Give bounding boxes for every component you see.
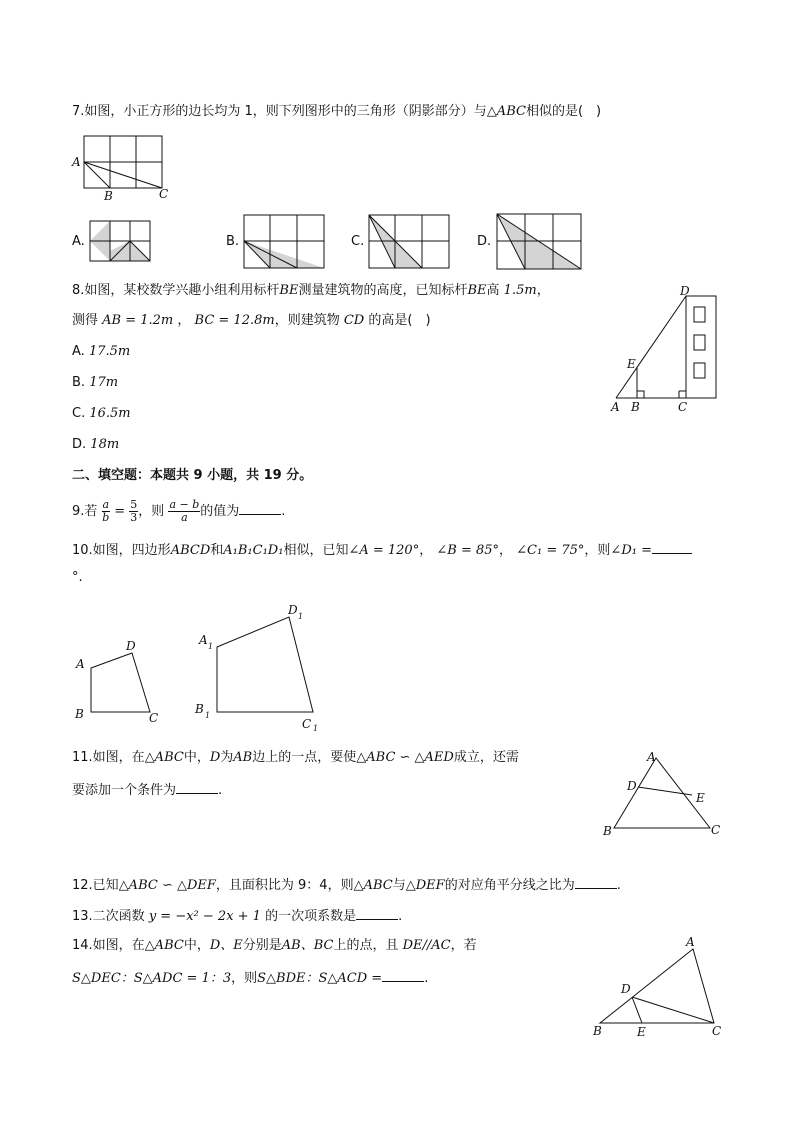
q10-angle-c1: ∠C₁ = 75° <box>516 543 585 558</box>
q8-cd: CD <box>343 313 365 328</box>
q7-stem-a: 7.如图，小正方形的边长均为 1，则下列图形中的三角形（阴影部分）与 <box>72 104 487 119</box>
q11-d: D <box>209 750 221 765</box>
q10-fig2-sub-c: 1 <box>313 724 319 733</box>
q10-stem: 10.如图，四边形ABCD和A₁B₁C₁D₁相似，已知∠A = 120°， ∠B = 85°， ∠C₁ = 75°，则∠D₁ = <box>72 541 692 559</box>
q14-label-c: C <box>712 1024 722 1038</box>
q8-option-c-letter: C. <box>72 406 86 421</box>
q7-label-c: C <box>159 187 169 201</box>
q7-stem <box>72 104 601 120</box>
q11-label-d: D <box>627 779 637 793</box>
q10-fig1-label-c: C <box>149 711 159 725</box>
q11-abc: △ABC <box>144 750 184 765</box>
q14-label-b: B <box>593 1024 602 1038</box>
q12-b: ，且面积比为 9：4，则 <box>215 878 354 893</box>
section-2-heading-c: 分。 <box>281 468 313 483</box>
q8-label-e: E <box>627 357 636 371</box>
q11-label-a: A <box>647 750 656 764</box>
q8-option-a-letter: A. <box>72 344 85 359</box>
q13-function: y = −x² − 2x + 1 <box>148 909 261 924</box>
q9-pre: 9.若 <box>72 504 98 519</box>
q12-similarity: △ABC ∽ △DEF <box>118 878 216 893</box>
q8-ab: AB = 1.2m <box>102 313 174 328</box>
q11-ab: AB <box>233 750 253 765</box>
q14-answer-blank[interactable] <box>382 969 424 982</box>
q10-fig2-label-c: C <box>302 717 312 731</box>
q10-fig2-sub-d: 1 <box>298 612 304 621</box>
q8-bc: BC = 12.8m <box>194 313 275 328</box>
q8-option-d[interactable] <box>72 437 119 453</box>
q11-line2: 要添加一个条件为 <box>72 783 177 798</box>
q7-reference-figure <box>70 130 190 203</box>
q13-answer-blank[interactable] <box>356 907 398 920</box>
q8-be: BE <box>279 283 299 298</box>
q10-angle-d1: ∠D₁ = <box>610 543 652 558</box>
q14-c: 分别是 <box>242 938 282 953</box>
q12-abc: △ABC <box>353 878 393 893</box>
q8-label-c: C <box>678 400 688 414</box>
q8-line1-a: 8.如图，某校数学兴趣小组利用标杆 <box>72 283 280 298</box>
q8-line2-c: 的高是( ) <box>368 313 431 328</box>
q11-label-b: B <box>603 824 612 838</box>
q8-line1-c: 高 <box>486 283 500 298</box>
q7-option-d-label: D. <box>477 234 492 249</box>
q11-label-e: E <box>696 791 705 805</box>
q10-angle-a: ∠A = 120° <box>348 543 420 558</box>
q8-label-b: B <box>631 400 640 414</box>
section-2-heading <box>72 468 312 484</box>
q12-d: 的对应角平分线之比为 <box>444 878 575 893</box>
q11-a: 11.如图，在 <box>72 750 145 765</box>
q10-fig2-label-b: B <box>195 702 204 716</box>
q11-triangle-figure <box>600 750 730 840</box>
q9-post: 的值为 <box>200 504 240 519</box>
q10-fig2-sub-b: 1 <box>205 711 211 720</box>
q9-fraction-a-minus-b-over-a <box>168 499 200 524</box>
q8-be2: BE <box>467 283 487 298</box>
q10-fig1-label-d: D <box>126 639 136 653</box>
q11-e: 边上的一点，要使 <box>252 750 357 765</box>
q14-triangle-figure <box>590 935 730 1045</box>
q8-label-d: D <box>680 284 690 298</box>
q8-option-b-value: 17m <box>89 375 119 390</box>
q10-degree: °. <box>72 570 83 585</box>
q11-label-c: C <box>711 823 721 837</box>
q8-option-b-letter: B. <box>72 375 86 390</box>
q11-b: 中， <box>183 750 210 765</box>
q7-option-b-figure[interactable] <box>244 215 324 268</box>
q8-option-a-value: 17.5m <box>88 344 131 359</box>
q14-de: D、E <box>209 938 243 953</box>
q14-label-e: E <box>637 1025 646 1039</box>
q11-similarity: △ABC ∽ △AED <box>356 750 454 765</box>
q9-f2-den: 3 <box>130 511 138 524</box>
q10-quadrilateral-abcd <box>72 636 172 726</box>
q12-answer-blank[interactable] <box>575 876 617 889</box>
q8-line-2: 测得 AB = 1.2m ， BC = 12.8m，则建筑物 CD 的高是( ) <box>72 313 431 328</box>
q8-line2-b: ，则建筑物 <box>274 313 340 328</box>
q8-option-a[interactable] <box>72 344 130 360</box>
q14-line-2: S△DEC：S△ADC = 1：3，则S△BDE：S△ACD = . <box>72 971 429 986</box>
q10-angle-b: ∠B = 85° <box>436 543 500 558</box>
q7-option-b-label: B. <box>226 234 240 249</box>
q12-stem: 12.已知△ABC ∽ △DEF，且面积比为 9：4，则△ABC与△DEF的对应角平分线之比为 . <box>72 878 621 893</box>
q14-b: 中， <box>183 938 210 953</box>
q8-line1-b: 测量建筑物的高度，已知标杆 <box>298 283 468 298</box>
q7-label-a: A <box>72 155 81 169</box>
q14-ask: S△BDE：S△ACD = <box>257 971 383 986</box>
q11-line-1 <box>72 750 519 766</box>
q10-c: 相似，已知 <box>283 543 349 558</box>
q9-fraction-a-over-b <box>102 499 111 524</box>
q10-a: 10.如图，四边形 <box>72 543 171 558</box>
q13-b: 的一次项系数是 <box>265 909 357 924</box>
q9-f3-den: a <box>181 511 188 524</box>
q14-ratio: S△DEC：S△ADC = 1：3 <box>72 971 232 986</box>
q8-option-b[interactable] <box>72 375 118 391</box>
section-2-count: 9 <box>193 468 203 483</box>
q14-e: ，若 <box>450 938 477 953</box>
q7-option-d-figure[interactable] <box>497 214 581 269</box>
q9-answer-blank[interactable] <box>239 502 281 515</box>
q7-option-a-label: A. <box>72 234 85 249</box>
section-2-heading-a: 二、填空题：本题共 <box>72 468 194 483</box>
q14-a: 14.如图，在 <box>72 938 145 953</box>
q10-fig1-label-b: B <box>75 707 84 721</box>
q9-mid: ，则 <box>138 504 165 519</box>
q7-label-b: B <box>104 189 113 203</box>
q9-f2-num: 5 <box>130 498 138 511</box>
q9-equals: = <box>114 504 126 519</box>
q14-label-a: A <box>686 935 695 949</box>
q9-stem: 9.若 $\frac{a}{b}$ = $\frac{5}{3}$ ，则 $\frac{a - b}{a}$ 的值为 . <box>72 498 286 524</box>
q10-fig2-label-a: A <box>199 633 208 647</box>
q10-fig2-sub-a: 1 <box>208 642 214 651</box>
q10-abcd1: A₁B₁C₁D₁ <box>223 543 284 558</box>
q10-answer-blank[interactable] <box>652 541 692 554</box>
q14-label-d: D <box>621 982 631 996</box>
q9-f3-num: a − b <box>169 498 200 511</box>
q7-stem-b: 相似的是( ) <box>525 104 602 119</box>
q14-parallel: DE//AC <box>402 938 451 953</box>
q8-line-1: 8.如图，某校数学兴趣小组利用标杆BE测量建筑物的高度，已知标杆BE高 1.5m， <box>72 283 550 298</box>
q8-building-figure <box>608 283 748 413</box>
q14-ab-bc: AB、BC <box>281 938 334 953</box>
q12-a: 12.已知 <box>72 878 119 893</box>
q11-answer-blank[interactable] <box>176 781 218 794</box>
q12-c: 与 <box>392 878 406 893</box>
q10-abcd: ABCD <box>170 543 211 558</box>
q13-a: 13.二次函数 <box>72 909 145 924</box>
q14-f: ，则 <box>231 971 258 986</box>
section-2-heading-b: 小题，共 <box>202 468 264 483</box>
q7-option-c-label: C. <box>351 234 365 249</box>
q14-abc: △ABC <box>144 938 184 953</box>
q13-stem: 13.二次函数 y = −x² − 2x + 1 的一次项系数是 . <box>72 909 403 924</box>
q7-triangle-abc: △ABC <box>486 104 526 119</box>
q8-option-c[interactable] <box>72 406 131 422</box>
q14-d: 上的点，且 <box>333 938 399 953</box>
q11-line-2: 要添加一个条件为 . <box>72 783 223 798</box>
q8-height: 1.5m <box>503 283 537 298</box>
q8-option-d-letter: D. <box>72 437 87 452</box>
q10-quadrilateral-a1b1c1d1 <box>195 600 335 735</box>
q10-b: 和 <box>210 543 224 558</box>
q10-fig2-label-d: D <box>288 603 298 617</box>
q12-def: △DEF <box>405 878 445 893</box>
q10-fig1-label-a: A <box>76 657 85 671</box>
q8-option-c-value: 16.5m <box>89 406 131 421</box>
q14-line-1 <box>72 938 477 954</box>
q11-c: 为 <box>220 750 234 765</box>
q8-label-a: A <box>611 400 620 414</box>
q10-d: ，则 <box>584 543 611 558</box>
q7-option-a-figure[interactable] <box>90 221 150 261</box>
q9-f1-num: a <box>102 498 110 511</box>
q8-line2-a: 测得 <box>72 313 99 328</box>
q8-option-d-value: 18m <box>90 437 120 452</box>
section-2-points: 19 <box>263 468 282 483</box>
q9-fraction-5-over-3 <box>129 499 138 524</box>
q7-option-c-figure[interactable] <box>369 215 449 268</box>
q11-f: 成立，还需 <box>453 750 519 765</box>
q9-f1-den: b <box>102 511 110 524</box>
